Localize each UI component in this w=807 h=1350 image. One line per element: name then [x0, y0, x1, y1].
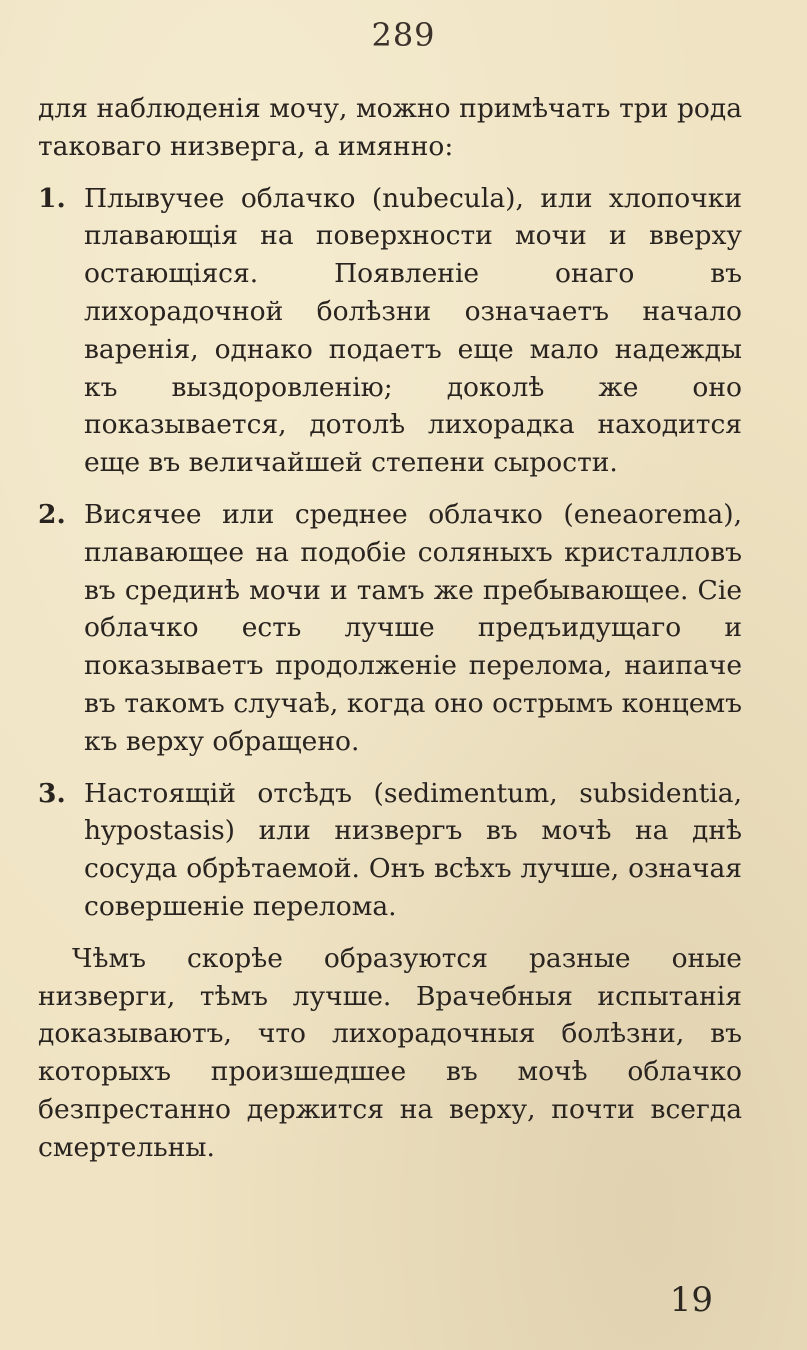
list-item-text: Плывучее облачко (nubecula), или хлопочки плавающія на поверхности мочи и вверху остающіяся. Появленіе онаго въ лихорадочной болѣзни означаетъ начало варенія, однако подаетъ еще мало надежды къ выздоровленію; доколѣ же оно показывается, дотолѣ лихорадка находится еще въ величайшей степени сырости.	[84, 182, 742, 479]
closing-paragraph: Чѣмъ скорѣе образуются разные оные низверги, тѣмъ лучше. Врачебныя испытанія доказываютъ, что лихорадочныя болѣзни, въ которыхъ произшедшее въ мочѣ облачко безпрестанно держится на верху, почти всегда смертельны.	[38, 942, 742, 1163]
list-item-text: Висячее или среднее облачко (eneaorema), плавающее на подобіе соляныхъ кристалловъ въ срединѣ мочи и тамъ же пребывающее. Сіе облачко есть лучше предъидущаго и показываетъ продолженіе перелома, наипаче въ такомъ случаѣ, когда оно острымъ концемъ къ верху обращено.	[84, 498, 742, 757]
list-item-1	[38, 180, 742, 482]
page-body	[38, 90, 742, 1167]
list-item-number: 1.	[38, 182, 66, 214]
intro-paragraph: для наблюденія мочу, можно примѣчать три рода таковаго низверга, а имянно:	[38, 93, 742, 162]
list-item-3	[38, 775, 742, 926]
list-item-number: 2.	[38, 498, 66, 530]
list-item-number: 3.	[38, 777, 66, 809]
signature-mark: 19	[669, 1280, 713, 1320]
page-number: 289	[371, 16, 436, 54]
list-item-2	[38, 496, 742, 761]
list-item-text: Настоящій отсѣдъ (sedimentum, subsidentia, hypostasis) или низвергъ въ мочѣ на днѣ сосуда обрѣтаемой. Онъ всѣхъ лучше, означая совершеніе перелома.	[84, 777, 742, 922]
